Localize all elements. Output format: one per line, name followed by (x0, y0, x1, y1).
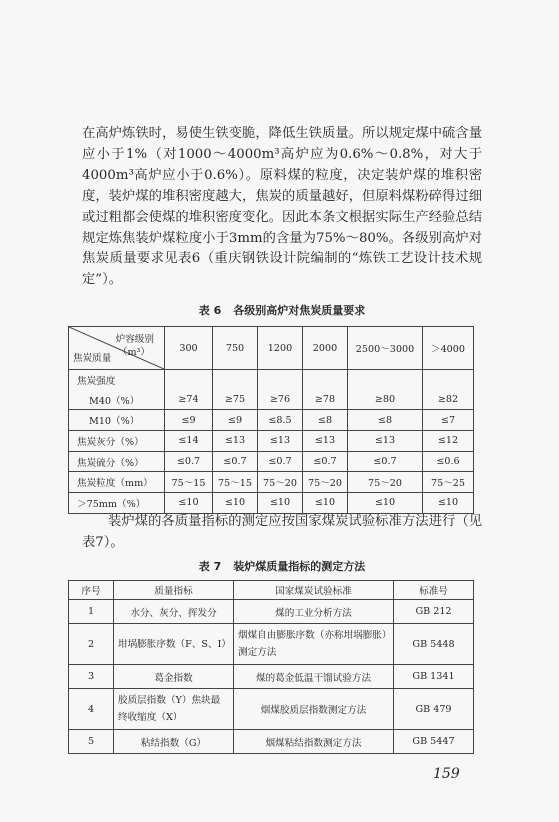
test-method: 烟煤粘结指数测定方法 (234, 730, 394, 754)
table-cell: ≤0.7 (165, 451, 213, 472)
row-label: 焦炭粒度（mm） (69, 472, 165, 493)
table-cell: ≤10 (258, 493, 303, 514)
table-row (69, 600, 474, 624)
standard-code: GB 212 (394, 600, 474, 624)
table-row (69, 410, 474, 431)
table6-caption-title: 各级别高炉对焦炭质量要求 (233, 304, 366, 317)
column-header: 序号 (69, 581, 114, 600)
table-cell: 75～20 (303, 472, 348, 493)
header-unit-label: （m³） (117, 347, 150, 358)
column-header: 2000 (303, 327, 348, 370)
coal-test-methods-table (68, 580, 474, 754)
test-method: 烟煤自由膨胀序数（亦称坩埚膨胀）测定方法 (234, 624, 394, 665)
table-cell: ≥74 (165, 390, 213, 410)
table-cell: ≤8.5 (258, 410, 303, 431)
row-label: ＞75mm（%） (69, 493, 165, 514)
table-cell: ≥78 (303, 390, 348, 410)
table-cell: ≤0.7 (213, 451, 258, 472)
row-number: 1 (69, 600, 114, 624)
table6-caption (82, 302, 482, 318)
column-header: 1200 (258, 327, 303, 370)
table-row (69, 431, 474, 452)
table-cell: ≥80 (348, 390, 423, 410)
table6-header-row (69, 327, 474, 370)
table-cell: ≤8 (348, 410, 423, 431)
column-header: 300 (165, 327, 213, 370)
table-cell: ≤0.7 (348, 451, 423, 472)
table7-header-row (69, 581, 474, 600)
table-cell: ≤14 (165, 431, 213, 452)
row-label: 焦炭灰分（%） (69, 431, 165, 452)
table6-diagonal-header-cell (69, 327, 165, 370)
row-number: 4 (69, 689, 114, 730)
quality-indicator: 胶质层指数（Y）焦块最终收缩度（X） (114, 689, 234, 730)
table-row (69, 689, 474, 730)
header-coke-quality-label: 焦炭质量 (73, 353, 112, 364)
table-cell: ≥76 (258, 390, 303, 410)
test-method: 煤的工业分析方法 (234, 600, 394, 624)
row-label: M40（%） (69, 390, 165, 410)
table6-caption-number: 表 6 (198, 304, 222, 317)
table-cell: 75～15 (213, 472, 258, 493)
table-cell: ≤0.7 (258, 451, 303, 472)
table-cell: ≥75 (213, 390, 258, 410)
test-method: 烟煤胶质层指数测定方法 (234, 689, 394, 730)
standard-code: GB 5447 (394, 730, 474, 754)
row-number: 3 (69, 665, 114, 689)
table-cell: ≤0.6 (423, 451, 474, 472)
table7-caption (82, 558, 482, 574)
standard-code: GB 479 (394, 689, 474, 730)
table-cell: ≤12 (423, 431, 474, 452)
table-row (69, 665, 474, 689)
table-cell: 75～25 (423, 472, 474, 493)
column-header: 质量指标 (114, 581, 234, 600)
body-paragraph-2: 装炉煤的各质量指标的测定应按国家煤炭试验标准方法进行（见表7）。 (82, 514, 482, 550)
table-cell: ≤13 (348, 431, 423, 452)
table-row (69, 472, 474, 493)
table-row (69, 730, 474, 754)
table-cell: ≤7 (423, 410, 474, 431)
body-paragraph-1: 在高炉炼铁时，易使生铁变脆，降低生铁质量。所以规定煤中硫含量应小于1%（对1000～4000m³高炉应为0.6%～0.8%，对大于4000m³高炉应小于0.6%）。原料煤的粒度，决定装炉煤的堆积密度，装炉煤的堆积密度越大，焦炭的质量越好，但原料煤粉碎得过细或过粗都会使煤的堆积密度变化。因此本条文根据实际生产经验总结规定炼焦装炉煤粒度小于3mm的含量为75%～80%。各级别高炉对焦炭质量要求见表6（重庆钢铁设计院编制的“炼铁工艺设计技术规定”）。 (82, 126, 482, 288)
table6-section-row (69, 370, 474, 390)
section-label-coke-strength: 焦炭强度 (69, 370, 165, 390)
table-row (69, 390, 474, 410)
table-cell: ≤8 (303, 410, 348, 431)
coke-quality-table (68, 326, 474, 514)
table-cell: ≤13 (258, 431, 303, 452)
table-cell: ≤9 (165, 410, 213, 431)
row-label: M10（%） (69, 410, 165, 431)
column-header: 国家煤炭试验标准 (234, 581, 394, 600)
row-number: 2 (69, 624, 114, 665)
quality-indicator: 粘结指数（G） (114, 730, 234, 754)
table-cell: 75～20 (348, 472, 423, 493)
table-cell: 75～15 (165, 472, 213, 493)
table-cell: ≤10 (213, 493, 258, 514)
column-header: 750 (213, 327, 258, 370)
table-cell: 75～20 (258, 472, 303, 493)
standard-code: GB 1341 (394, 665, 474, 689)
standard-code: GB 5448 (394, 624, 474, 665)
header-furnace-volume-label: 炉容级别 (115, 334, 154, 345)
table-cell: ≤10 (423, 493, 474, 514)
table-cell: ≤13 (213, 431, 258, 452)
table-cell: ≥82 (423, 390, 474, 410)
row-number: 5 (69, 730, 114, 754)
table-cell: ≤13 (303, 431, 348, 452)
column-header: ＞4000 (423, 327, 474, 370)
table-cell: ≤9 (213, 410, 258, 431)
table-row (69, 624, 474, 665)
quality-indicator: 坩埚膨胀序数（F、S、I） (114, 624, 234, 665)
table-cell: ≤10 (165, 493, 213, 514)
table-cell: ≤10 (303, 493, 348, 514)
column-header: 2500～3000 (348, 327, 423, 370)
table7-caption-title: 装炉煤质量指标的测定方法 (233, 560, 366, 573)
quality-indicator: 水分、灰分、挥发分 (114, 600, 234, 624)
quality-indicator: 葛金指数 (114, 665, 234, 689)
table-row (69, 451, 474, 472)
table-row (69, 493, 474, 514)
table-cell: ≤10 (348, 493, 423, 514)
table7-caption-number: 表 7 (198, 560, 222, 573)
test-method: 煤的葛金低温干馏试验方法 (234, 665, 394, 689)
table-cell: ≤0.7 (303, 451, 348, 472)
row-label: 焦炭硫分（%） (69, 451, 165, 472)
page-number: 159 (433, 766, 460, 782)
column-header: 标准号 (394, 581, 474, 600)
